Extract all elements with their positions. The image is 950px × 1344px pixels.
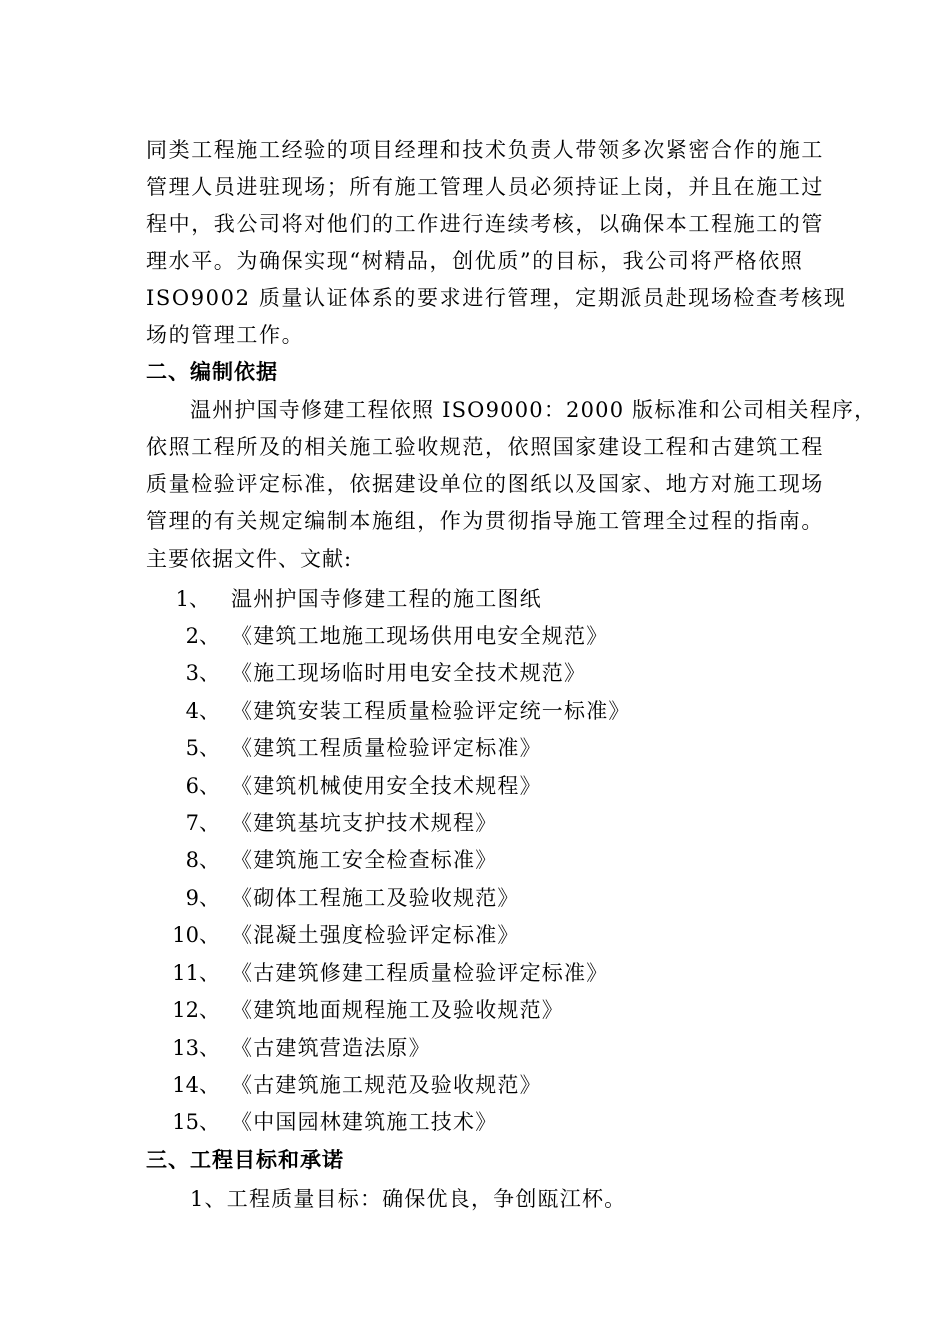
ref-title: 《施工现场临时用电安全技术规范》 (231, 661, 587, 685)
basis-line-2: 依照工程所及的相关施工验收规范，依照国家建设工程和古建筑工程 (146, 435, 824, 459)
ref-number: 10、 (172, 923, 220, 947)
ref-title: 《建筑基坑支护技术规程》 (231, 811, 498, 835)
basis-line-3: 质量检验评定标准，依据建设单位的图纸以及国家、地方对施工现场 (146, 472, 824, 496)
ref-title: 《混凝土强度检验评定标准》 (231, 923, 520, 947)
goal-item-1: 1、工程质量目标：确保优良，争创瓯江杯。 (190, 1187, 627, 1211)
ref-number: 6、 (185, 774, 220, 798)
ref-number: 2、 (185, 624, 220, 648)
section-heading-goals: 三、工程目标和承诺 (146, 1148, 344, 1172)
basis-line-4: 管理的有关规定编制本施组，作为贯彻指导施工管理全过程的指南。 (146, 509, 824, 533)
ref-number: 7、 (185, 811, 220, 835)
ref-number: 4、 (185, 699, 220, 723)
ref-title: 《建筑工程质量检验评定标准》 (231, 736, 542, 760)
refs-label: 主要依据文件、文献: (146, 547, 353, 571)
intro-line-2: 管理人员进驻现场；所有施工管理人员必须持证上岗，并且在施工过 (146, 175, 824, 199)
ref-title: 《建筑地面规程施工及验收规范》 (231, 998, 564, 1022)
ref-number: 9、 (185, 886, 220, 910)
intro-line-3: 程中，我公司将对他们的工作进行连续考核，以确保本工程施工的管 (146, 212, 824, 236)
ref-title: 《中国园林建筑施工技术》 (231, 1110, 498, 1134)
ref-title: 《古建筑施工规范及验收规范》 (231, 1073, 542, 1097)
intro-line-5: ISO9002 质量认证体系的要求进行管理，定期派员赴现场检查考核现 (146, 286, 847, 310)
ref-title: 《建筑机械使用安全技术规程》 (231, 774, 542, 798)
ref-number: 14、 (172, 1073, 220, 1097)
ref-number: 5、 (185, 736, 220, 760)
ref-title: 温州护国寺修建工程的施工图纸 (231, 587, 542, 611)
ref-number: 3、 (185, 661, 220, 685)
ref-number: 12、 (172, 998, 220, 1022)
ref-number: 15、 (172, 1110, 220, 1134)
ref-number: 1、 (175, 587, 210, 611)
ref-title: 《建筑工地施工现场供用电安全规范》 (231, 624, 609, 648)
ref-title: 《建筑施工安全检查标准》 (231, 848, 498, 872)
ref-title: 《古建筑营造法原》 (231, 1036, 431, 1060)
ref-number: 11、 (172, 961, 220, 985)
intro-line-6: 场的管理工作。 (146, 323, 305, 347)
intro-line-4: 理水平。为确保实现“树精品，创优质”的目标，我公司将严格依照 (146, 249, 804, 273)
section-heading-basis: 二、编制依据 (146, 360, 278, 384)
ref-title: 《建筑安装工程质量检验评定统一标准》 (231, 699, 631, 723)
basis-line-1: 温州护国寺修建工程依照 ISO9000：2000 版标准和公司相关程序， (190, 398, 877, 422)
ref-title: 《古建筑修建工程质量检验评定标准》 (231, 961, 609, 985)
ref-number: 13、 (172, 1036, 220, 1060)
intro-line-1: 同类工程施工经验的项目经理和技术负责人带领多次紧密合作的施工 (146, 138, 824, 162)
ref-title: 《砌体工程施工及验收规范》 (231, 886, 520, 910)
ref-number: 8、 (185, 848, 220, 872)
